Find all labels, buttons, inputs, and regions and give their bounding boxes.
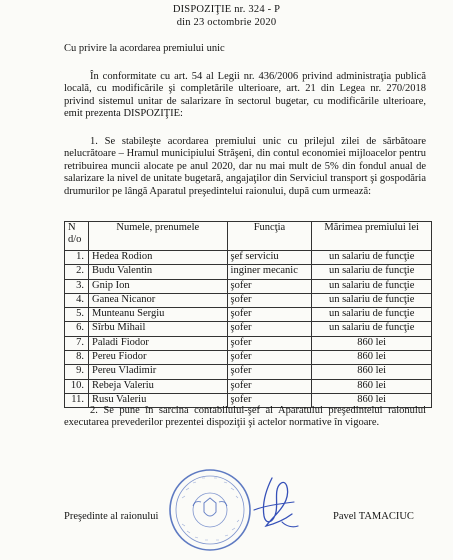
row-bonus: un salariu de funcţie (312, 279, 432, 293)
row-role: şofer (227, 351, 312, 365)
table-row (65, 365, 432, 379)
row-number: 4. (65, 293, 89, 307)
handwritten-signature-image (244, 470, 314, 538)
row-number: 5. (65, 308, 89, 322)
row-bonus: un salariu de funcţie (312, 308, 432, 322)
row-number: 7. (65, 336, 89, 350)
row-role: şofer (227, 336, 312, 350)
row-name: Sîrbu Mihail (88, 322, 227, 336)
row-bonus: un salariu de funcţie (312, 293, 432, 307)
row-number: 2. (65, 265, 89, 279)
row-role: şofer (227, 322, 312, 336)
bonus-table (64, 221, 432, 408)
row-bonus: un salariu de funcţie (312, 251, 432, 265)
table-row (65, 251, 432, 265)
row-number: 1. (65, 251, 89, 265)
row-bonus: 860 lei (312, 351, 432, 365)
row-name: Hedea Rodion (88, 251, 227, 265)
header-bonus: Mărimea premiului lei (312, 222, 432, 251)
row-number: 8. (65, 351, 89, 365)
row-role: şef serviciu (227, 251, 312, 265)
row-name: Paladi Fiodor (88, 336, 227, 350)
row-bonus: un salariu de funcţie (312, 322, 432, 336)
row-name: Budu Valentin (88, 265, 227, 279)
row-number: 3. (65, 279, 89, 293)
row-number: 6. (65, 322, 89, 336)
table-row (65, 379, 432, 393)
table-header-row (65, 222, 432, 251)
point-2-paragraph: 2. Se pune în sarcina contabilului-şef al Aparatului preşedintelui raionului executarea prevederilor prezentei dispoziţii şi actelor normative în vigoare. (64, 405, 426, 429)
document-subject: Cu privire la acordarea premiului unic (64, 43, 225, 54)
row-name: Pereu Vladimir (88, 365, 227, 379)
document-date: din 23 octombrie 2020 (176, 17, 277, 28)
row-bonus: 860 lei (312, 336, 432, 350)
table-row (65, 293, 432, 307)
table-row (65, 279, 432, 293)
signer-role: Preşedinte al raionului (64, 511, 159, 522)
row-role: şofer (227, 365, 312, 379)
point-1-paragraph: 1. Se stabileşte acordarea premiului unic cu prilejul zilei de sărbătoare nelucrătoare – Hramul municipiului Străşeni, din contul economiei mijloacelor pentru retribuirea muncii alocate pe anul 2020, dar nu mai mult de 5% din fondul anual de salarizare la nivel de unitate bugetară, angajaţilor din Serviciul transport şi gospodăria drumurilor pe lângă Aparatul preşedintelui raionului, după cum urmează: (64, 136, 426, 197)
row-name: Munteanu Sergiu (88, 308, 227, 322)
row-number: 11. (65, 393, 89, 407)
document-title: DISPOZIŢIE nr. 324 - P (172, 4, 281, 15)
row-role: şofer (227, 293, 312, 307)
row-name: Rebeja Valeriu (88, 379, 227, 393)
row-name: Ganea Nicanor (88, 293, 227, 307)
table-row (65, 351, 432, 365)
row-number: 9. (65, 365, 89, 379)
official-seal-image (168, 468, 252, 552)
row-number: 10. (65, 379, 89, 393)
row-name: Pereu Fiodor (88, 351, 227, 365)
header-num: N d/o (65, 222, 89, 251)
row-bonus: 860 lei (312, 379, 432, 393)
row-bonus: 860 lei (312, 365, 432, 379)
row-role: şofer (227, 279, 312, 293)
table-row (65, 265, 432, 279)
row-role: şofer (227, 308, 312, 322)
row-role: şofer (227, 379, 312, 393)
intro-paragraph: În conformitate cu art. 54 al Legii nr. 436/2006 privind administraţia publică locală, cu modificările şi completările ulterioare, art. 21 din Legea nr. 270/2018 privind sistemul unitar de salarizare în sectorul bugetar, cu modificările ulterioare, emit prezenta DISPOZIŢIE: (64, 71, 426, 120)
row-bonus: 860 lei (312, 393, 432, 407)
header-role: Funcţia (227, 222, 312, 251)
table-row (65, 322, 432, 336)
row-role: inginer mecanic (227, 265, 312, 279)
header-name: Numele, prenumele (88, 222, 227, 251)
table-row (65, 308, 432, 322)
row-role: şofer (227, 393, 312, 407)
row-name: Gnip Ion (88, 279, 227, 293)
table-row (65, 336, 432, 350)
row-bonus: un salariu de funcţie (312, 265, 432, 279)
signer-name: Pavel TAMACIUC (333, 511, 414, 522)
row-name: Rusu Valeriu (88, 393, 227, 407)
